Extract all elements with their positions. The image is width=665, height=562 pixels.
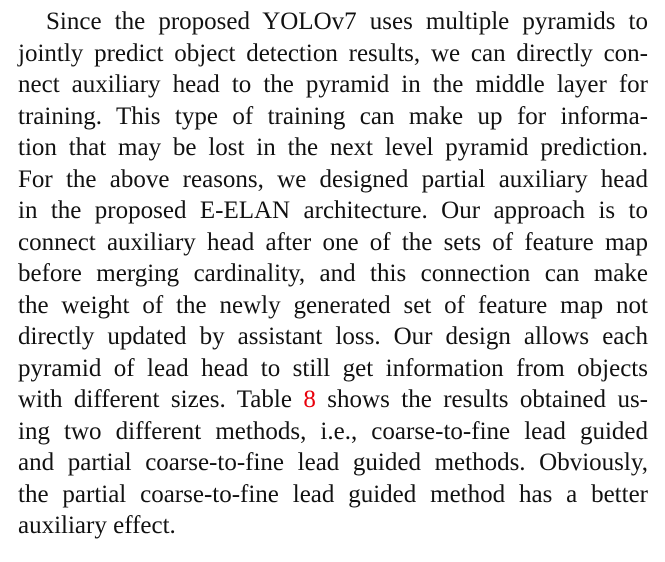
- text-line: pyramid of lead head to still get information from objects: [18, 354, 648, 382]
- text-line: tion that may be lost in the next level pyramid prediction.: [18, 134, 648, 161]
- table-8-link[interactable]: 8: [303, 386, 316, 413]
- text-line: ing two different methods, i.e., coarse-to-fine lead guided: [18, 417, 648, 445]
- text-line: and partial coarse-to-fine lead guided methods. Obviously,: [18, 449, 648, 476]
- text-line: Since the proposed YOLOv7 uses multiple pyramids to: [46, 8, 648, 35]
- body-paragraph: [18, 6, 648, 542]
- text-line: training. This type of training can make up for informa-: [18, 102, 648, 130]
- text-line: For the above reasons, we designed partial auxiliary head: [18, 165, 648, 193]
- text-line: jointly predict object detection results, we can directly con-: [18, 39, 648, 67]
- text-line: nect auxiliary head to the pyramid in the middle layer for: [18, 71, 648, 98]
- text-segment: with different sizes. Table: [18, 386, 292, 413]
- text-segment: shows the results obtained us-: [327, 386, 648, 413]
- text-line: in the proposed E-ELAN architecture. Our approach is to: [18, 197, 648, 224]
- text-line: connect auxiliary head after one of the sets of feature map: [18, 228, 648, 256]
- text-line: the weight of the newly generated set of feature map not: [18, 291, 648, 319]
- text-line: the partial coarse-to-fine lead guided method has a better: [18, 480, 648, 508]
- text-line: before merging cardinality, and this connection can make: [18, 260, 648, 287]
- text-line-with-table-ref: [18, 384, 648, 416]
- text-line: auxiliary effect.: [18, 512, 176, 539]
- text-line: directly updated by assistant loss. Our design allows each: [18, 323, 648, 350]
